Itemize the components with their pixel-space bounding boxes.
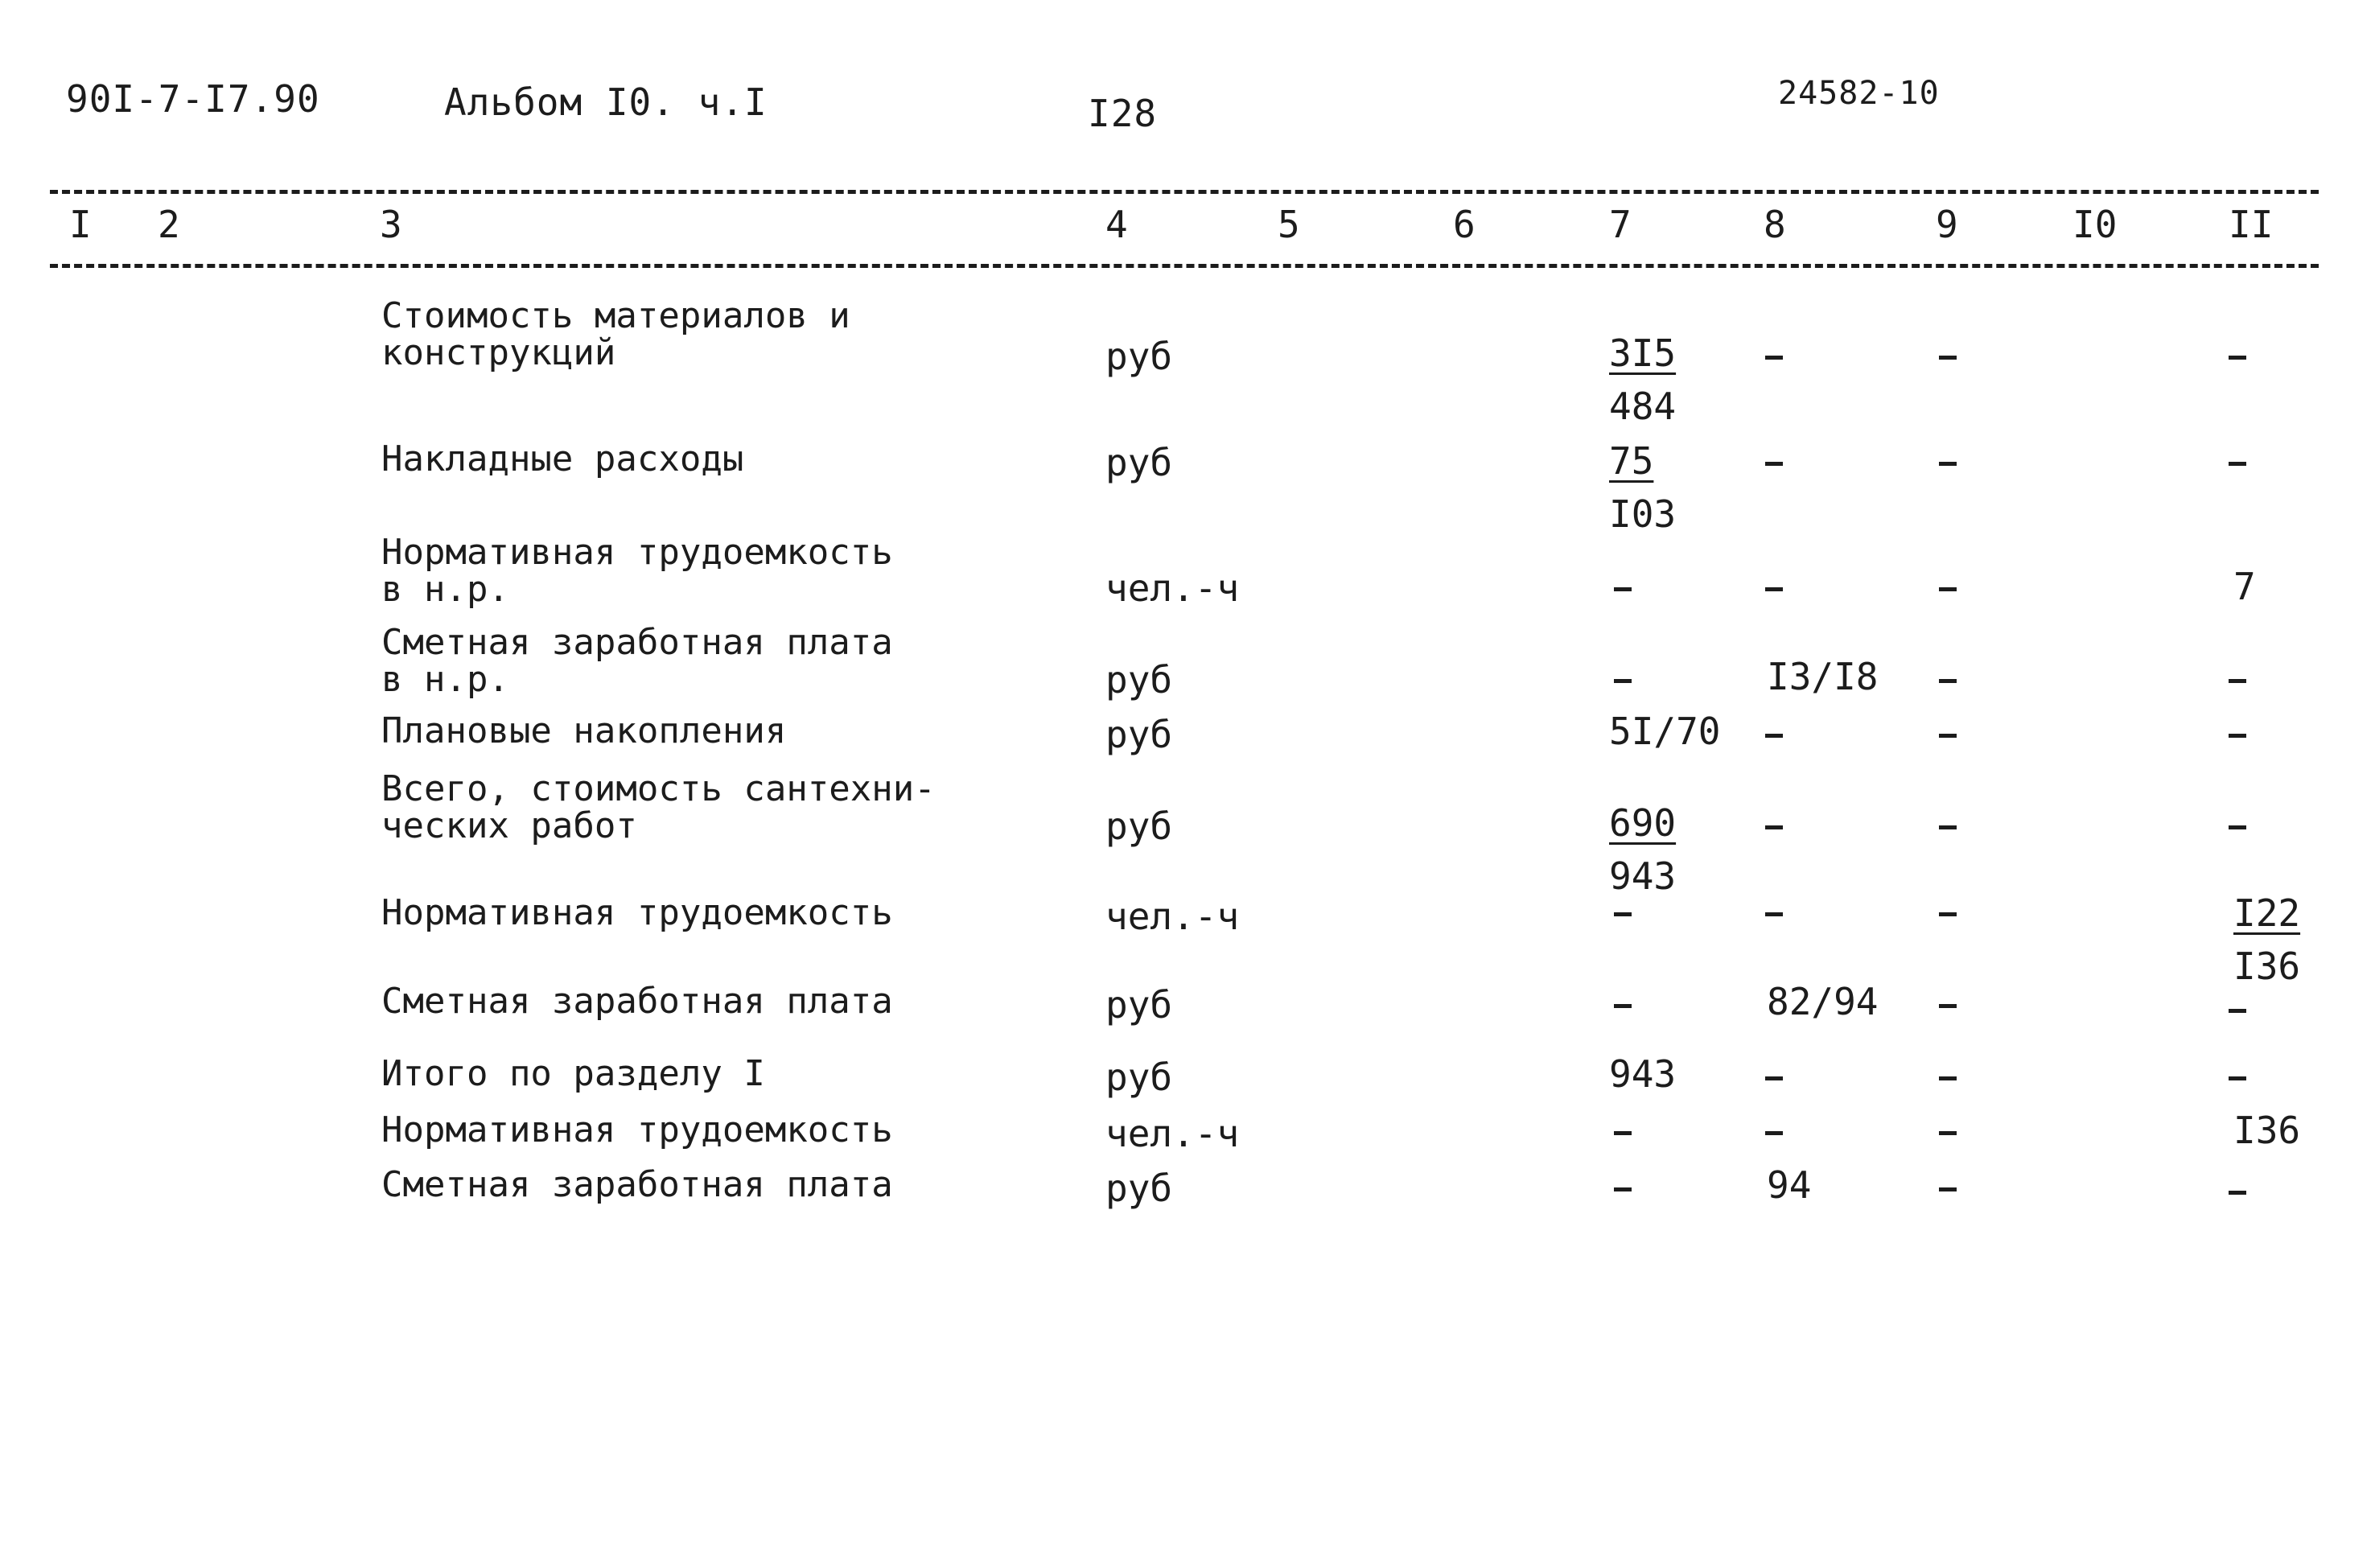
- row-value-col8: 82/94: [1767, 980, 1879, 1023]
- fraction-denominator: I36: [2233, 945, 2301, 988]
- row-unit: руб: [1105, 983, 1173, 1027]
- dash-mark: [1765, 462, 1783, 466]
- row-label: Сметная заработная плата: [381, 1164, 893, 1205]
- dash-mark: [1939, 1187, 1957, 1191]
- row-label: Стоимость материалов и конструкций: [381, 295, 850, 373]
- row-label: Всего, стоимость сантехни- ческих работ: [381, 768, 936, 846]
- row-value-col8: 94: [1767, 1163, 1812, 1207]
- column-number-8: 8: [1764, 203, 1786, 246]
- fraction-numerator: 690: [1609, 801, 1677, 845]
- dash-mark: [1939, 356, 1957, 360]
- row-label: Нормативная трудоемкость: [381, 1109, 893, 1150]
- row-label: Итого по разделу I: [381, 1053, 765, 1094]
- fraction-numerator: I22: [2233, 891, 2301, 935]
- row-unit: руб: [1105, 1167, 1173, 1210]
- dash-mark: [2229, 1009, 2246, 1013]
- row-value-col11: I36: [2233, 1109, 2301, 1152]
- dash-mark: [1939, 587, 1957, 591]
- dash-mark: [1765, 356, 1783, 360]
- dash-mark: [1765, 912, 1783, 916]
- dash-mark: [1614, 1187, 1632, 1191]
- dash-mark: [1939, 1004, 1957, 1008]
- column-number-6: 6: [1453, 203, 1476, 246]
- inventory-number: 24582-10: [1778, 75, 1940, 112]
- dash-mark: [1765, 825, 1783, 829]
- fraction-numerator: 3I5: [1609, 331, 1677, 375]
- column-number-7: 7: [1609, 203, 1632, 246]
- row-label: Сметная заработная плата: [381, 981, 893, 1022]
- dash-mark: [1939, 1076, 1957, 1080]
- row-value-col8: I3/I8: [1767, 655, 1879, 698]
- column-number-4: 4: [1105, 203, 1128, 246]
- row-unit: руб: [1105, 1056, 1173, 1099]
- dash-mark: [2229, 356, 2246, 360]
- dash-mark: [2229, 1076, 2246, 1080]
- dash-mark: [1765, 1076, 1783, 1080]
- fraction-numerator: 75: [1609, 439, 1654, 483]
- row-value-col7: 5I/70: [1609, 710, 1721, 753]
- row-value-col11: 7: [2233, 565, 2256, 608]
- dash-mark: [1614, 1004, 1632, 1008]
- column-number-5: 5: [1278, 203, 1300, 246]
- column-number-1: I: [69, 203, 92, 246]
- dash-mark: [1939, 679, 1957, 683]
- dash-mark: [2229, 1191, 2246, 1195]
- dash-mark: [2229, 734, 2246, 738]
- header-rule-top: [50, 190, 2319, 194]
- dash-mark: [1939, 1131, 1957, 1135]
- column-number-9: 9: [1936, 203, 1958, 246]
- dash-mark: [1614, 587, 1632, 591]
- dash-mark: [1614, 679, 1632, 683]
- row-unit: руб: [1105, 441, 1173, 484]
- row-value-col7: 943: [1609, 1052, 1677, 1096]
- dash-mark: [1939, 912, 1957, 916]
- dash-mark: [2229, 679, 2246, 683]
- fraction-denominator: I03: [1609, 492, 1677, 536]
- row-unit: чел.-ч: [1105, 566, 1240, 610]
- row-unit: руб: [1105, 713, 1173, 756]
- row-unit: чел.-ч: [1105, 895, 1240, 938]
- column-number-11: II: [2229, 203, 2274, 246]
- dash-mark: [2229, 462, 2246, 466]
- column-number-10: I0: [2072, 203, 2118, 246]
- dash-mark: [1765, 1131, 1783, 1135]
- row-unit: руб: [1105, 805, 1173, 848]
- row-label: Сметная заработная плата в н.р.: [381, 622, 893, 700]
- dash-mark: [1939, 734, 1957, 738]
- dash-mark: [1765, 734, 1783, 738]
- row-label: Плановые накопления: [381, 710, 787, 751]
- row-label: Нормативная трудоемкость: [381, 892, 893, 933]
- column-number-2: 2: [158, 203, 180, 246]
- row-label: Накладные расходы: [381, 438, 744, 479]
- fraction-denominator: 943: [1609, 854, 1677, 898]
- row-unit: чел.-ч: [1105, 1112, 1240, 1155]
- album-reference: Альбом I0. ч.I: [444, 80, 768, 124]
- fraction-denominator: 484: [1609, 385, 1677, 428]
- dash-mark: [1614, 1131, 1632, 1135]
- header-rule-bottom: [50, 264, 2319, 268]
- row-label: Нормативная трудоемкость в н.р.: [381, 532, 893, 610]
- dash-mark: [1765, 587, 1783, 591]
- document-code: 90I-7-I7.90: [66, 77, 320, 121]
- column-number-3: 3: [380, 203, 402, 246]
- page-number: I28: [1088, 92, 1158, 135]
- dash-mark: [1939, 462, 1957, 466]
- dash-mark: [1939, 825, 1957, 829]
- row-unit: руб: [1105, 658, 1173, 702]
- dash-mark: [1614, 912, 1632, 916]
- row-unit: руб: [1105, 335, 1173, 378]
- dash-mark: [2229, 825, 2246, 829]
